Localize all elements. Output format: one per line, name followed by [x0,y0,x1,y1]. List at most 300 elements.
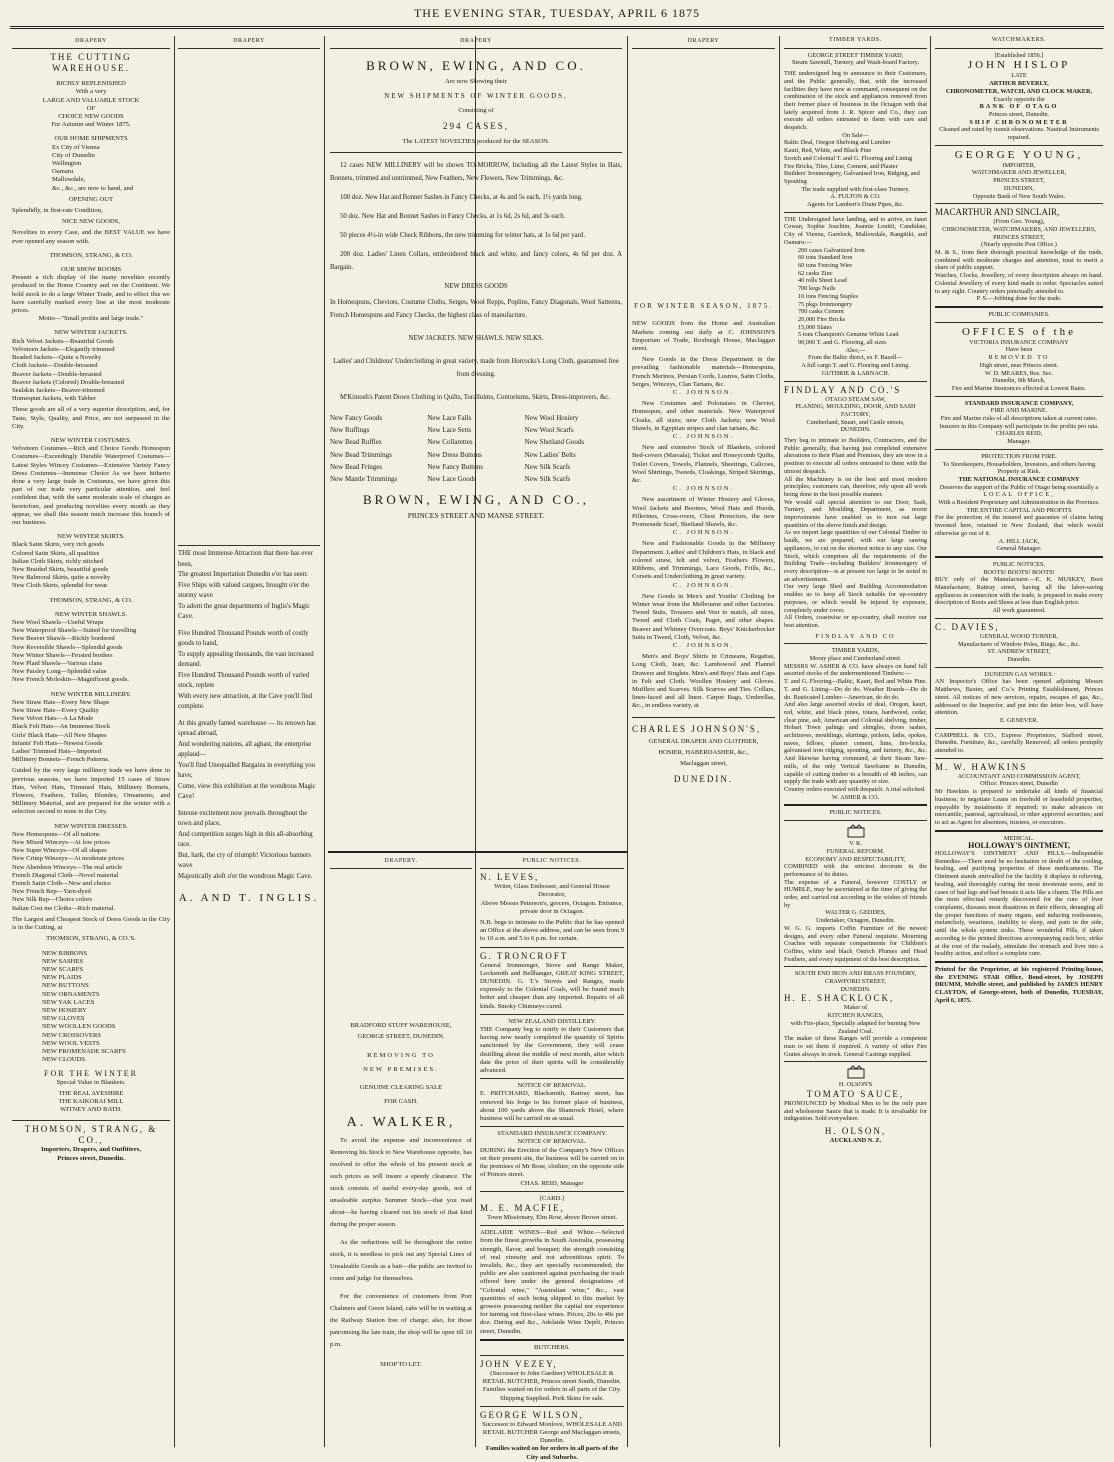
notice-paragraph: General Ironmonger, Stove and Range Maker, Locksmith and Bellhanger, GREAT KING STREET, DUNEDIN. G. T.'s Stoves and Ranges, made expressly to the Colonial Coals, will be found much better and cheaper than any imported. Repairs of all kinds. Smoky Chimneys cured. [480,961,624,1010]
notice-signature: W. ASHER & CO. [831,793,880,801]
poem-line: Five Ships with valued cargoes, brought o'er the stormy wave [178,581,309,600]
column-header: PUBLIC NOTICES. [522,858,582,864]
list-item: 700 casks Cement [798,308,844,316]
notice-title: ARTHUR BEVERLY, [989,80,1049,88]
notice-title: NOTICE OF REMOVAL. [517,1082,587,1090]
notice-title: N. LEVES, [480,872,540,883]
column-rule [930,36,931,1447]
section-heading: OUR SHOW ROOMS [61,266,121,274]
grid-item: New Bead Trimmings [330,450,392,459]
list-item: NEW WOOLLEN GOODS [42,1023,116,1031]
section-heading: GENUINE CLEARING SALE [359,1084,443,1092]
list-item: Baltic Deal, Oregon Shelving and Lumber [784,139,891,147]
list-item: 40 rolls Sheet Lead [798,277,847,285]
notice-paragraph: Country orders executed with despatch. A trial solicited. [784,785,926,793]
notice-line: From the Baltic direct, ex F. Bazell— [808,354,903,362]
notice-line: The trade supplied with first-class Turnery. [801,185,910,193]
notice-line: V. R. [849,840,862,848]
firm-name: C. JOHNSON. [672,641,735,649]
ship-item: City of Dunedin [52,151,95,159]
notice-signature: FINDLAY AND CO [815,632,896,640]
list-item: NEW PROMENADE SCARFS [42,1047,126,1055]
poem-line: You'll find Unequalled Bargains in everything you have, [178,761,316,780]
ad-paragraph: In Homespuns, Cheviots, Costume Cloths, Serges, Wool Repps, Poplins, Fancy Diagonals, Wool Satteens, French Homespuns and Fancy Checks, the highest class of manufacture. [330,299,622,320]
notice-title: BOOTS! BOOTS! BOOTS! [983,568,1055,576]
firm-signature: A. AND T. INGLIS. [178,892,320,905]
notice-line: (Nearly opposite Post Office.) [981,241,1057,249]
list-item: 5 tons Champion's Genuine White Lead [798,331,899,339]
notice-line: A full cargo T. and G. Flooring and Lining. [801,362,910,370]
notice-paragraph: W. G. G. imports Coffin Furniture of the newest designs, and every other Funeral requisite. Mourning Coaches with separate compartments for Children's Coffins, white and black Ostrich Plumes and Head Feathers, and every equipment of the best description. [784,924,927,963]
list-item: New Straw Hats—Every Quality [12,707,99,715]
millinery-list [12,699,170,765]
list-item: NEW CLOUDS. [42,1056,87,1064]
section-heading: NEW WINTER MILLINERY. [50,690,132,698]
notice-title: STANDARD INSURANCE COMPANY, [964,399,1074,407]
address: PRINCES STREET AND MANSE STREET. [407,511,545,521]
ad-paragraph: New and extensive Stock of Blankets, colored Bed-covers (Marsala), Ticket and Honeycomb Quilts, Toilet Covers, Towels, Flannels, Sheetings, Calicoes, Wool Shirtings, Tweeds, Cloakings, Striped Skirtings, &c. [632,444,775,485]
ribbons-list [12,950,170,1065]
poem [178,549,320,882]
notice-line: Families waited on for orders in all parts of the City and Suburbs. [485,1445,619,1461]
notice-line: Successor to Edward Monlove, WHOLESALE AND RETAIL BUTCHER George and Maclaggan streets, Dunedin. [482,1420,622,1445]
poem-line: The greatest Importation Dunedin e'er has seen: [178,571,308,579]
notice-line: WATCHMAKER AND JEWELLER, [971,169,1067,177]
notice-title: CHRONOMETER, WATCH, AND CLOCK MAKER, [945,87,1093,95]
shawls-list [12,619,170,685]
ship-item: &c., &c., are now to hand, and [52,184,134,192]
notice-title: DUNEDIN GAS WORKS. [984,670,1054,678]
skirts-list [12,541,170,590]
notice-title: PLANING, MOULDING, DOOR, AND SASH FACTORY, [795,403,916,418]
notice-title: HOLLOWAY'S OINTMENT, [968,841,1070,851]
ship-item: Oamaru [52,168,74,176]
notice-line: Maker of [843,1004,868,1012]
address: GEORGE STREET, DUNEDIN. [357,1033,445,1041]
ad-line: With a very [75,88,107,96]
notice-title: THE NATIONAL INSURANCE COMPANY [958,475,1080,483]
section-heading: NEW JACKETS. NEW SHAWLS. NEW SILKS. [408,335,544,343]
list-item: New Wool Shawls—Useful Wraps [12,618,104,626]
notice-title: VICTORIA INSURANCE COMPANY [969,338,1069,346]
address: Moray place and Cumberland street. [809,655,902,663]
notice-line: IMPORTER, [1002,161,1036,169]
ad-line: Consisting of [458,106,494,114]
ad-line: Are now Showing their [445,78,507,86]
ad-line: Special Value in Blankets. [56,1078,126,1086]
section-heading: PUBLIC NOTICES. [829,809,882,817]
address: DUNEDIN. [840,426,871,434]
firm-name: C. JOHNSON. [672,529,735,537]
printer-imprint: Printed for the Proprietor, at his registered Printing-house, the EVENING STAR Office, Bond-street, by JOSEPH DRUMM, Melville street, and published by JAMES HENRY CLAYTON, of George-street, both of Dunedin, TUESDAY, April 6, 1875. [935,965,1103,1004]
list-item: New Crimp Winceys—At moderate prices [12,855,125,863]
ship-item: Ex City of Vienna [52,143,100,151]
ad-paragraph: Ladies' and Childrens' Underclothing in great variety, made from Horrocks's Long Cloth, guaranteed free from dressing. [333,358,619,379]
notice-line: Also,— [845,346,866,354]
list-item: Colored Satin Skirts, all qualities [12,549,100,557]
notice-paragraph: BUY only of the Manufacturer.—E. K. MUSKEY, Boot Manufacturer, Rattray street, having all the labor-saving appliances in connection with the trade, is prepared to make every description of Boots and Shoes at less than English price. [935,576,1103,607]
grid-item: New Lace Goods [427,475,476,484]
section-heading: OUR HOME SHIPMENTS [54,135,128,143]
notice-title: [CARD.] [539,1194,565,1202]
notice-signature: A. FULTON & CO. [830,193,881,201]
notice-paragraph: Mr Hawkins is prepared to undertake all kinds of financial business; to negotiate Loans on freehold or leasehold properties, repayable by instalments if required; to make advances on mercantile, pastoral, agricultural, or other approved securities; and to act as Agent for absentees, trustees, or executors. [935,788,1103,826]
grid-item: New Wool Scarfs [524,426,574,435]
section-heading: FOR CASH. [384,1098,418,1106]
section-heading: NEW PREMISES. [363,1065,439,1073]
notice-title: SOUTH END IRON AND BRASS FOUNDRY, [794,970,917,978]
notice-title: FIRE AND MARINE. [990,407,1048,415]
notice-title: KITCHEN RANGES, [827,1012,884,1020]
section-heading: PUBLIC COMPANIES. [988,310,1050,318]
list-item: New Balmoral Skirts, quite a novelty [12,574,111,582]
ship-list [12,144,170,193]
column-header: DRAPERY. [384,858,418,864]
list-item: 15,000 Slates [798,323,832,331]
notice-line: Have been [1005,346,1033,354]
notice-title: JOHN HISLOP [967,59,1071,72]
ad-line: HOSIER, HABERDASHER, &c., [658,748,749,756]
firm-name: BROWN, EWING, AND CO. [366,58,586,74]
notice-signature: WALTER G. GEDDES, [825,909,886,917]
list-item: New Silk Rep—Choice colors [12,896,93,904]
notice-line: General Manager. [996,545,1042,553]
royal-crest-icon [845,1065,867,1079]
section-heading: PUBLIC NOTICES. [992,560,1046,568]
firm-name: CHARLES JOHNSON'S, [632,723,762,734]
poem-line: But, hark, the cry of triumph! Victorious banners wave [178,851,311,870]
address: ST. ANDREW STREET, [987,648,1051,656]
ad-paragraph: 100 doz. New Hat and Bonnet Sashes in Fancy Checks, at 4s and 5s each, 1½ yards long. [340,194,583,202]
notice-line: Manufacturer of Window Poles, Rings, &c., &c. [958,640,1080,648]
address: PRINCES STREET, [993,177,1045,185]
ad-line: BRADFORD STUFF WAREHOUSE, [350,1022,452,1030]
column-header: DRAPERY [233,38,265,44]
list-item: THE REAL AYESHIRE [58,1089,124,1097]
grid-item: New Lace Falls [427,414,472,423]
list-item: Girls' Black Hats—All New Shapes [12,731,107,739]
notice-line: with Fire-place, Specially adapted for burning New Zealand Coal. [790,1019,921,1035]
list-item: THE KAIKORAI MILL [58,1097,124,1105]
grid-item: New Bead Ruffles [330,438,382,447]
brown-ewing-ad [330,36,622,846]
list-item: New Braided Skirts, beautiful goods [12,565,109,573]
notice-title: H. E. SHACKLOCK, [784,993,895,1004]
firm-name: THOMSON, STRANG, & CO., [24,1124,158,1146]
grid-item: New Bead Fringes [330,462,383,471]
notice-signature: A. HILL JACK, [998,537,1040,545]
list-item: New Beaver Shawls—Richly bordered [12,635,115,643]
list-item: New Homespuns—Of all nations [12,830,100,838]
notice-title: MACARTHUR AND SINCLAIR, [935,207,1060,218]
notice-line: To Storekeepers, Householders, Investors, and others having Property at Risk. [942,460,1096,476]
list-item: Black Felt Hats—An Immense Stock [12,723,111,731]
notice-paragraph: M. & S., from their thorough practical knowledge of the trade, combined with moderate charges and attention, trust to merit a share of public support. [935,249,1103,272]
notice-paragraph: COMBINED with the strictest decorum in the performance of its duties. [784,863,927,878]
notice-title: SHIP CHRONOMETER [969,118,1069,126]
section-heading: SHOP TO LET. [380,1361,422,1369]
address: Office: Princes street, Dunedin [980,780,1058,788]
list-item: 60 tons Standard Iron [798,254,853,262]
ad-paragraph: To avoid the expense and inconvenience of Removing his Stock to New Warehouse opposite, has resolved to offer the whole of his present stock at such prices as will insure a speedy clearance. The stock consists of useful every-day goods, not of unsaleable surplus Summer Stock—that you read about—he having cleared out his stock of that kind during the proper season. [330,1137,472,1229]
notice-paragraph: The expense of a Funeral, however COSTLY or HUMBLE, may be ascertained at the time of giving the order, and carried out according to the wishes of friends by [784,878,927,909]
notice-paragraph: ADELAIDE WINES—Red and White.—Selected from the finest growths in South Australia, possessing strength, flavor, and bouquet; the strength consisting of real vinosity and not adventitious spirit. To invalids, &c., they are specially recommended; the public are also cautioned against purchasing the trash offered here under the general designations of "Colonial wine," "Australian wine," &c., vast quantities of such being shipped to this market by growers possessing neither the capital nor experience for turning out first-class wines. Prices, 20s to 40s per doz. During and &c., Adelaide Wine Depôt, Princes street, Dunedin. [480,1229,624,1335]
poem-line: With every new attraction, at the Cave you'll find complete. [178,692,313,711]
address: DUNEDIN. [673,774,734,785]
column-rule [627,36,628,1447]
list-item: NEW SCARFS [42,965,84,973]
public-notices-column [480,856,624,1461]
notice-title: FUNERAL REFORM. [826,847,885,855]
list-item: Ladies' Trimmed Hats—Imported [12,748,102,756]
notice-title: FINDLAY AND CO.'S [784,384,902,395]
firm-name: C. JOHNSON. [672,389,735,397]
grid-item: New Wool Hosiery [524,414,579,423]
list-item: NEW BUTTONS [42,982,89,990]
ad-paragraph: 200 doz. Ladies' Linen Collars, embroidered black and white, and fancy colors, 4s 6d per doz. A Bargain. [330,251,622,272]
notice-line: Above Messrs Peterson's, grocers, Octagon. Entrance, private door in Octagon. [480,899,624,915]
ad-paragraph: For the convenience of customers from Port Chalmers and Green Island, cabs will be in waiting at the Railway Station free of charge; also, for those patronising the late train, the shop will be open till 10 p.m. [330,1293,472,1349]
notice-title: REMOVED TO [988,354,1050,362]
grid-item: New Mantle Trimmings [330,475,398,484]
ad-line: GENERAL DRAPER AND CLOTHIER, [648,737,759,745]
notice-paragraph: Our very large Shed and Building Accommodation enables us to keep all Stock suitable for up-country purposes, or which would be injured by exposure, completely under cover. [784,583,927,614]
list-item: 62 casks Zinc [798,269,833,277]
list-item: NEW HOSIERY [42,1006,87,1014]
column-header: DRAPERY [687,38,720,44]
list-item: Fire Bricks, Tiles, Lime, Cement, and Plaster [784,162,898,170]
ad-paragraph: These goods are all of a very superior description, and, for Taste, Style, Quality, and Price, are not surpassed in the City. [12,406,170,430]
poem-line: And wondering nations, all aghast, the enterprise applaud— [178,740,312,759]
notice-title: NOTICE OF REMOVAL. [517,1138,587,1146]
list-item: 75 pkgs Ironmongery [798,300,853,308]
list-item: New Winter Shawls—Frosted borders [12,651,113,659]
firm-name: C. JOHNSON. [672,433,735,441]
firm-name: A. WALKER, [346,1115,456,1131]
column-7 [935,36,1103,1447]
ad-paragraph: Velveteen Costumes—Rich and Choice Goods Homespun Costumes—Exceedingly Durable Waterproof Costumes—Latest Styles Wincey Costumes—Extensive Variety Fancy Dress Costumes—Immense Choice As we have hitherto done a very large trade in Costumes, we have given this part of our trade very particular attention, and feel confident that, with the same moderate scale of charges as heretofore, and producing novelties every month as they appear, we shall this season much increase this branch of our business. [12,445,170,526]
list-item: New Cloth Skirts, splendid for wear. [12,582,109,590]
column-header: TIMBER YARDS. [829,37,882,43]
address: Dunedin. [1007,656,1031,663]
section-heading: FOR THE WINTER [44,1069,138,1079]
list-item: New Reversible Shawls—Splendid goods [12,643,123,651]
list-item: French Satin Cloth—New and choice [12,880,111,888]
grid-item: New Silk Scarfs [524,462,571,471]
list-item: NEW RIBBONS [42,949,88,957]
notice-line: Deserves the support of the Public of Otago being essentially a [939,483,1099,491]
ad-paragraph: M'Kintosh's Patent Down Clothing in Quilts, Toralluims, Contoriums, Skirts, Dress-improvers, &c. [340,394,610,402]
notice-paragraph: And also large assorted stocks of deal, Oregon, kauri, red, white, and black pines, totara, hardwood, cedar, clear pine, ash, American and Colonial shelving, timber, Hobart Town palings and shingles, doors sashes, architraves, mouldings, skirtings, pickets, laths, spokes, naves, felloes, plaster cement, lime, fire-bricks, galvanised iron ridging, spouting, and turnery, &c., &c. And likewise having command, at their Steam Saw-mills, of the only Vertical Sawframe in Dunedin, capable of cutting timber to a breadth of 48 inches, can supply the trade with any quantity or size. [784,701,927,786]
column-header: DRAPERY [75,38,107,44]
notice-title: LOCAL OFFICE, [983,491,1055,499]
grid-item: New Shetland Goods [524,438,585,447]
ad-paragraph: Guided by the very large millinery trade we have done in previous seasons, we have imported 15 cases of Straw Hats, Velvet Hats, Trimmed Hats, Millinery Bonnets, Flowers, Feathers, Tulles, Blondes, Ornaments, and Millinery Material, and are prepared for the winter with a selection second to none in the City. [12,767,170,816]
poem-line: Intense excitement now prevails throughout the town and place, [178,809,308,828]
firm-name: THOMSON, STRANG, & CO. [49,596,133,604]
list-item: NEW CROSSOVERS [42,1031,102,1039]
notice-line: Dunedin, 9th March, [992,377,1046,385]
notice-line: Fire and Marine risks of all descriptions taken at current rates. [940,415,1098,423]
ad-line: Importers, Drapers, and Outfitters, [41,1146,141,1154]
list-item: Beaver Jackets—Double-breasted [12,370,102,378]
grid-item: New Silk Scarfs [524,475,571,484]
list-item: 10 tons Fencing Staples [798,292,858,300]
list-item: NEW PLAIDS [42,974,82,982]
notice-signature: H. OLSON, [824,1126,887,1137]
list-item: NEW YAK LACES [42,998,95,1006]
poem-line: To adorn the great departments of Inglis's Magic Cave. [178,602,310,621]
notice-line: Steam Sawmill, Turnery, and Wash-board Factory. [792,59,919,67]
notice-title: JOHN VEZEY, [480,1358,558,1369]
address: PRINCES STREET, [993,233,1045,241]
address: DUNEDIN, [1003,184,1035,192]
ad-line: Princes street, Dunedin. [57,1154,125,1162]
notice-signature: CHAS. REID, Manager [520,1179,584,1187]
ad-paragraph: New assortment of Winter Hosiery and Gloves, Wool Jackets and Bootees, Wool Hats and Hoods, Pillerines, Cross-overs, Chest Protectors, the new Promenade Scarf, Shetland Shawls, &c. [632,496,775,529]
notice-line: On Sale— [842,131,869,139]
poem-line: At this greatly famed warehouse — its renown has spread abroad, [178,719,316,738]
poem-line: To supply appealing thousands, the vast increased demand. [178,650,314,669]
column-rule [779,36,780,1447]
section-heading: FOR WINTER SEASON, 1875. [634,302,773,311]
list-item: New Paisley Long—Splendid value [12,668,107,676]
notice-paragraph: HOLLOWAY'S OINTMENT AND PILLS.—Indisputable Remedies.—There need be no hesitation or doubt of the cooling, healing, and purifying properties of these medicaments. The Ointment stands unrivalled for the facility it displays in relieving, healing, and thoroughly curing the most inveterate sores, and in cases of bad legs and bad breasts it acts like a charm. The Pills are the most effectual remedy discovered for the cure of liver complaints, diseases most disastrous in their effects, deranging all the proper functions of many organs, and inducing restlessness, melancholy, weariness, inability to sleep, and pain in the side, until the whole system sinks. These wonderful Pills, if taken according to the printed directions accompanying each box, strike at the root of the malady, stimulate the stomach and liver into a healthy action, and effect a complete cure. [935,850,1103,958]
column-5 [632,36,775,1447]
notice-line: Writer, Glass Embosser, and General House Decorator, [494,883,610,899]
list-item: Scotch and Colonial T. and G. Flooring and Lining [784,154,913,162]
list-item: Black Satin Skirts, very rich goods [12,541,104,549]
list-item: New Waterproof Shawls—Suited for travelling [12,627,137,635]
masthead-rule [10,26,1104,29]
grid-item: New Ladies' Belts [524,450,576,459]
section-heading: REMOVING TO [367,1051,435,1059]
notice-line: Exactly opposite the [993,95,1045,103]
notice-paragraph: AN Inspector's Office has been opened adjoining Messrs Matthews, Baxter, and Co.'s Printing Establishment, Princes street. All notices of new services, repairs, escapes of gas, &c., addressed to the Inspector, and put into the letter box, will have attention. [935,678,1103,717]
firm-name: THOMSON, STRANG, & CO.'S. [46,935,136,943]
notice-line: Cleaned and rated by transit observations. Nautical Instruments repaired. [939,126,1099,142]
ad-paragraph: Men's and Boys' Shirts in Crimeans, Regattas, Long Cloth, Jean, &c. Lambswool and Flannel Drawers and Singlets. Men's and Boys' Hats and Caps in Felt and Cloth. Woollen Hosiery and Gloves. Mufflers and Scarves. Silk Scarves and Ties. Collars, linen-faced and all linen. Carpet Bags, Umbrellas, &c., in endless variety, at [632,653,775,710]
list-item: NEW GLOVES [42,1015,85,1023]
notice-line: With a Resident Proprietary and Administration in the Province. [938,499,1100,507]
notice-line: Agents for Lambert's Drain Pipes, &c. [807,201,904,209]
list-item: 700 kegs Nails [798,285,836,293]
notice-line: (From Geo. Young), [993,218,1045,226]
list-item: Sealskin Jackets—Beaver-trimmed [12,386,105,394]
ad-line: Splendidly, in first-rate Condition, [12,207,103,215]
notice-signature: W. D. MEARES, Res. Sec. [984,369,1054,377]
list-item: NEW WOOL VESTS [42,1039,100,1047]
ad-paragraph: 50 pieces 4½-in wide Check Ribbons, the new trimming for winter hats, at 1s 6d per yard. [340,232,586,240]
ad-line: CHOICE NEW GOODS [58,113,124,121]
notice-line: Town Missionary, Elm Row, above Brown street. [487,1213,617,1221]
ad-paragraphs [330,159,622,404]
ad-paragraph: New Goods in Men's and Youths' Clothing for Winter wear from the Melbourne and other factories. Tweed Suits, Trousers and Vest to match, all sizes, Tweed and Cloth Coats, Paget, and other shapes. Beaver and Whitney Overcoats. Boys' Knickerbocker Suits in Tweed, Cloth, Velvet, &c. [632,592,775,641]
notice-title: OFFICES of the [961,325,1077,338]
royal-crest-icon [845,824,867,838]
notice-line: LATE [1011,72,1027,80]
address: Princes street, Dunedin. [988,110,1050,118]
ad-line: RICHLY REPLENISHED [56,80,126,88]
notice-title: TIMBER YARDS, [831,647,880,655]
column-header: WATCHMAKERS. [991,37,1047,43]
notice-title: GEORGE YOUNG, [954,148,1084,161]
column-header: DRAPERY [460,38,492,44]
list-item: Homespun Jackets, with Tabber [12,395,97,403]
list-item: WITNEY AND BATH. [60,1106,122,1114]
notice-line: GENERAL WOOD TURNER, [979,632,1059,640]
list-item: New Straw Hats—Every New Shape [12,698,110,706]
notice-title: GEORGE STREET TIMBER YARD, [807,51,904,59]
notice-paragraph: N.B. begs to intimate to the Public that he has opened an Office at the above address, and can be seen from 9 to 10 a.m. and 5 to 6 p.m. for certain. [480,919,624,943]
notice-title: C. DAVIES, [935,621,1000,632]
grid-item: New Lace Setts [427,426,472,435]
section-heading: MEDICAL. [1003,834,1035,842]
list-item: New Aberdeen Winceys—The real article [12,863,123,871]
jackets-list [12,338,170,404]
list-item: Velveteen Jackets—Elegantly trimmed [12,345,115,353]
notice-title: TOMATO SAUCE, [806,1089,905,1100]
poem-line: Majestically aloft o'er the wondrous Magic Cave. [178,872,313,880]
list-item: NEW ORNAMENTS [42,990,100,998]
ad-lines [12,80,170,129]
notice-paragraph: Watches, Clocks, Jewellery, of every description always on hand. Colonial Jewellery of every kind made to order. Spectacles suited to any sight. Country orders punctually attended to. [935,272,1103,295]
section-rule [328,851,627,853]
notice-paragraph: They beg to intimate to Builders, Contractors, and the Public generally, that having just completed extensive alterations to their Plant and Premises, they are now in a position to execute all orders entrusted to them with the utmost despatch. [784,437,927,475]
section-heading: NEW SHIPMENTS OF WINTER GOODS, [384,92,568,101]
notice-title: PROTECTION FROM FIRE. [981,452,1057,460]
list-item: New Super Winceys—Of all shapes [12,847,107,855]
masthead: THE EVENING STAR, TUESDAY, APRIL 6 1875 [413,6,701,20]
firm-name: THOMSON, STRANG, & CO. [49,251,133,259]
notice-signature: CHARLES REID, [995,430,1043,438]
list-item: Kauri, Red, White, and Black Pine [784,147,872,155]
walker-ad [330,856,472,1447]
notice-paragraph: All the Machinery is on the best and most modern principles; customers can, therefore, rely upon all work being done in the best possible manner. [784,475,927,498]
notice-title: ACCOUNTANT AND COMMISSION AGENT, [957,772,1081,780]
notice-title: H. OLSON'S [838,1081,873,1089]
notice-line: [Established 1856.] [994,51,1044,59]
list-item: New French Rep—Yarn-dyed [12,888,91,896]
section-heading: NEW WINTER SHAWLS. [55,610,127,618]
section-heading: 294 CASES, [442,120,509,131]
section-heading: NEW WINTER COSTUMES. [50,436,132,444]
ad-paragraph: NEW GOODS from the Home and Australian Markets coming out daily at C. JOHNSON'S Emporium of Trade, Roxburgh House, Maclaggan street. [632,320,775,353]
notice-paragraph: T. and G. Flooring—Baltic, Kauri, Red and White Pine. T. and G. Lining—Do do do. Weather Boards—Do do do. Rusticated Lumber—American, do do do. [784,678,927,701]
notice-paragraph: CAMPBELL & CO., Express Proprietors, Stafford street, Dunedin. Furniture, &c., carefully Removed; all orders promptly attended to. [935,731,1103,755]
ad-paragraph: Present a rich display of the many novelties recently produced in the Home Country and on the Continent. We bold stock to do a large Winter Trade, and to effect this we have carefully marked every line at the most moderate prices. [12,274,170,315]
list-item: New French Moleskin—Magnificent goods. [12,676,129,684]
notice-paragraph: As we import large quantities of our Colonial Timber in baulk, we are prepared, with our large sawing appliances, to cut on the shortest notice to any size. Our Stock, which comprises all the requirements of the Building Trade—including Builders' Ironmongery of every description—is at present too large to be noted in an advertisement. [784,529,927,583]
notice-title: STANDARD INSURANCE COMPANY. [497,1130,607,1138]
poem-line: And competition surges high in this all-absorbing race. [178,830,313,849]
notice-paragraph: THE Undersigned have landing, and to arrive, ex Janet Cowan, Sophie Joachim, Jeannie Louttit, Candidate, City of Vienna, Garelock, Mallowdale, Rangitiki, and Oamaru:— [784,215,927,246]
notice-title: OTAGO STEAM SAW, [825,395,886,403]
ad-paragraph: New Costumes and Polonaises in Cheviot, Homespun, and other materials. New Waterproof Cloaks, all sizes; new Cloth Jackets; new Wool Shawls, in Egyptian stripes and clan tartans, &c. [632,400,775,432]
section-heading: OPENING OUT [68,195,114,203]
list-item: Builders' Ironmongery, Galvanised Iron, Ridging, and Spouting [784,170,920,185]
column-rule [174,36,175,1447]
ad-paragraph: New Goods in the Dress Department in the prevailing fashionable materials—Homespuns, French Merinos, Persian Cords, Lustres, Satin Cloths, Serges, Winceys, Clan Tartans, &c. [632,356,775,388]
notice-line: (Successor to John Gardner) WHOLESALE & RETAIL BUTCHER, Princes street South, Dunedin. [482,1369,622,1386]
firm-name: BROWN, EWING, AND CO., [363,492,589,508]
list-item: Infants' Felt Hats—Newest Goods [12,739,103,747]
list-item: 90,000 T. and G. Flooring, all sizes [798,339,887,347]
notice-title: CHRONOMETER, WATCHMAKERS, AND JEWELLERS, [942,225,1096,233]
firm-name: C. JOHNSON. [672,485,735,493]
ad-line: OF [86,104,96,112]
grid-item: New Ruffings [330,426,370,435]
